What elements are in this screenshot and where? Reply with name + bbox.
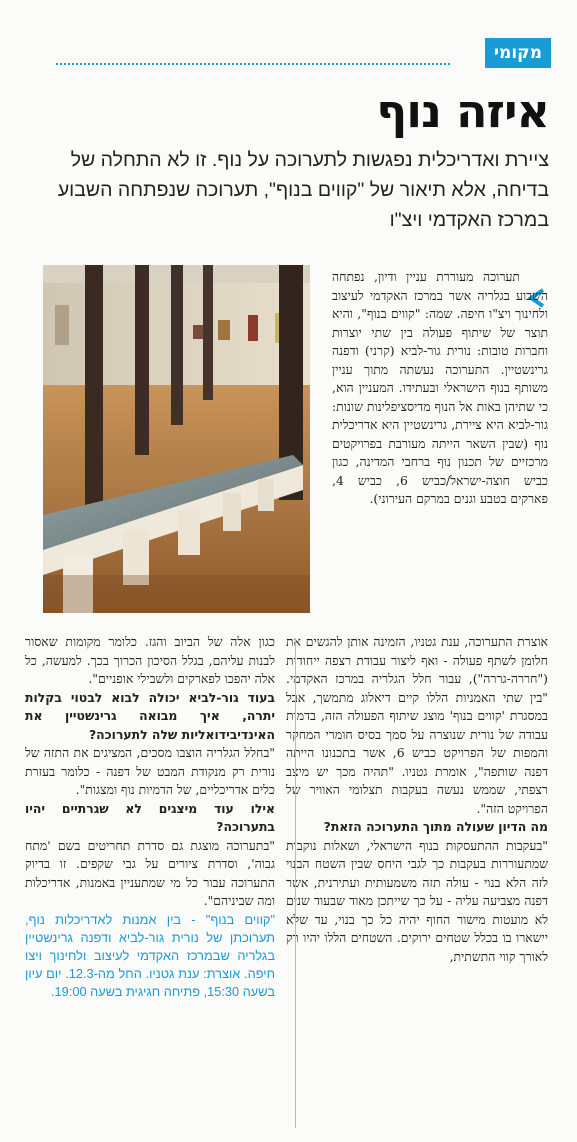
body-paragraph: כגון אלה של הביוב והגז. כלומר מקומות שאסור לבנות עליהם, בגלל הסיכון הכרוך בכך. למעשה, כל אלה יהפכו לפארקים ולשבילי אופניים".	[25, 634, 275, 686]
article-column-right	[286, 633, 548, 966]
subhead: ציירת ואדריכלית נפגשות לתערוכה על נוף. זו לא התחלה של בדיחה, אלא תיאור של "קווים בנוף", תערוכה שנפתחה השבוע במרכז האקדמי ויצ"ו	[57, 149, 549, 231]
headline: איזה נוף	[376, 84, 549, 138]
gallery-exhibition-photo	[43, 265, 310, 613]
intro-paragraph: תערוכה מעוררת עניין ודיון, נפתחה השבוע בגלריה אשר במרכז האקדמי לעיצוב ולחינוך ויצ"ו חיפה. שמה: "קווים בנוף", והיא תוצר של שיתוף פעולה בין שתי יוצרות וחברות טובות: נורית גור-לביא (קרני) ודפנה גרינשטיין. התערוכה נעשתה מתוך עניין משותף בנוף הישראלי ובעתידו. המעניין הוא, כי שתיהן באות אל הנוף מדיסציפלינות שונות: גור-לביא היא ציירת, גרינשטיין היא אדריכלית נוף (שבין השאר הייתה מעורבת בפרויקטים מרכזיים של תכנון נוף ברחבי המדינה, כגון כביש חוצה-ישראל/כביש 6, כביש 4, פארקים בטבע וגנים במרקם העירוני).	[332, 269, 548, 506]
question-heading: אילו עוד מיצגים לא שגרתיים יהיו בתערוכה?	[25, 800, 275, 834]
question-heading: בעוד גור-לביא יכולה לבוא לבטוי בקלות יתרה, איך מבואה גרינשטיין את האינדיבידואליות שלה לתערוכה?	[25, 689, 275, 742]
answer-paragraph: "בחלל הגלריה הוצבו מסכים, המציגים את התזה של נורית רק מנקודת המבט של דפנה - כלומר בעזרת כלים אדריכליים, של הדמיות נוף ומצגות".	[25, 745, 275, 797]
section-divider	[56, 63, 450, 65]
event-info-box: "קווים בנוף" - בין אמנות לאדריכלות נוף, תערוכתן של נורית גור-לביא ודפנה גרינשטיין בגלריה שבמרכז האקדמי לעיצוב ולחינוך ויצו חיפה. אוצרת: ענת גטניו. החל מה-12.3. יום עיון בשעה 15:30, פתיחה חגיגית בשעה 19:00.	[25, 911, 275, 999]
column-divider	[295, 638, 296, 1128]
photo-illustration	[43, 265, 310, 613]
answer-paragraph: "בתערוכה מוצגת גם סדרת תחריטים בשם 'מתח גבוה', וסדרת ציורים על גבי שקפים. זו בדיוק התערוכה עבור כל מי שמתעניין באמנות, אדריכלות ומה שביניהם".	[25, 837, 275, 908]
section-tag: מקומי	[485, 38, 551, 68]
body-paragraph: אוצרת התערוכה, ענת גטניו, הזמינה אותן להגשים את חלומן לשתף פעולה - ואף ליצור עבודת רצפה ייחודית ("חררה-גררה"), עבור חלל הגלריה במרכז האקדמי. "בין שתי האמניות הללו קיים דיאלוג מתמשך, אבל במסגרת 'קווים בנוף' מוצג שיתוף הפעולה הזה, בדמות עבודה של נורית שנוצרה על סמך בסיס חומרי המחקר והמפות של הפרויקט כביש 6, אשר בתכנונו הייתה דפנה שותפה", אומרת גטניו. "תהיה מכך יש מיצב רצפתי, שממש נעשה בעקבות תצלומי האוויר של הפרויקט הזה".	[286, 634, 548, 816]
answer-paragraph: "בעקבות ההתעסקות בנוף הישראלי, ושאלות נוקבות שמתעוררות בעקבות כך לגבי היחס שבין השטח הבנוי לזה הלא בנוי - עולה תזה משמעותית ועתירנית, אשר דפנה מצביעה עליה - על כך שייתכן מאוד שבעוד שנים לא מועטות מישור החוף יהיה כל כך בנוי, עד שלא יישארו בו בכלל שטחים ירוקים. השטחים הללו יהיו רק לאורך קווי התשתית,	[286, 837, 548, 964]
question-heading: מה הדיון שעולה מתוך התערוכה הזאת?	[323, 819, 548, 834]
article-column-left	[25, 633, 275, 1001]
article-intro	[332, 268, 548, 509]
